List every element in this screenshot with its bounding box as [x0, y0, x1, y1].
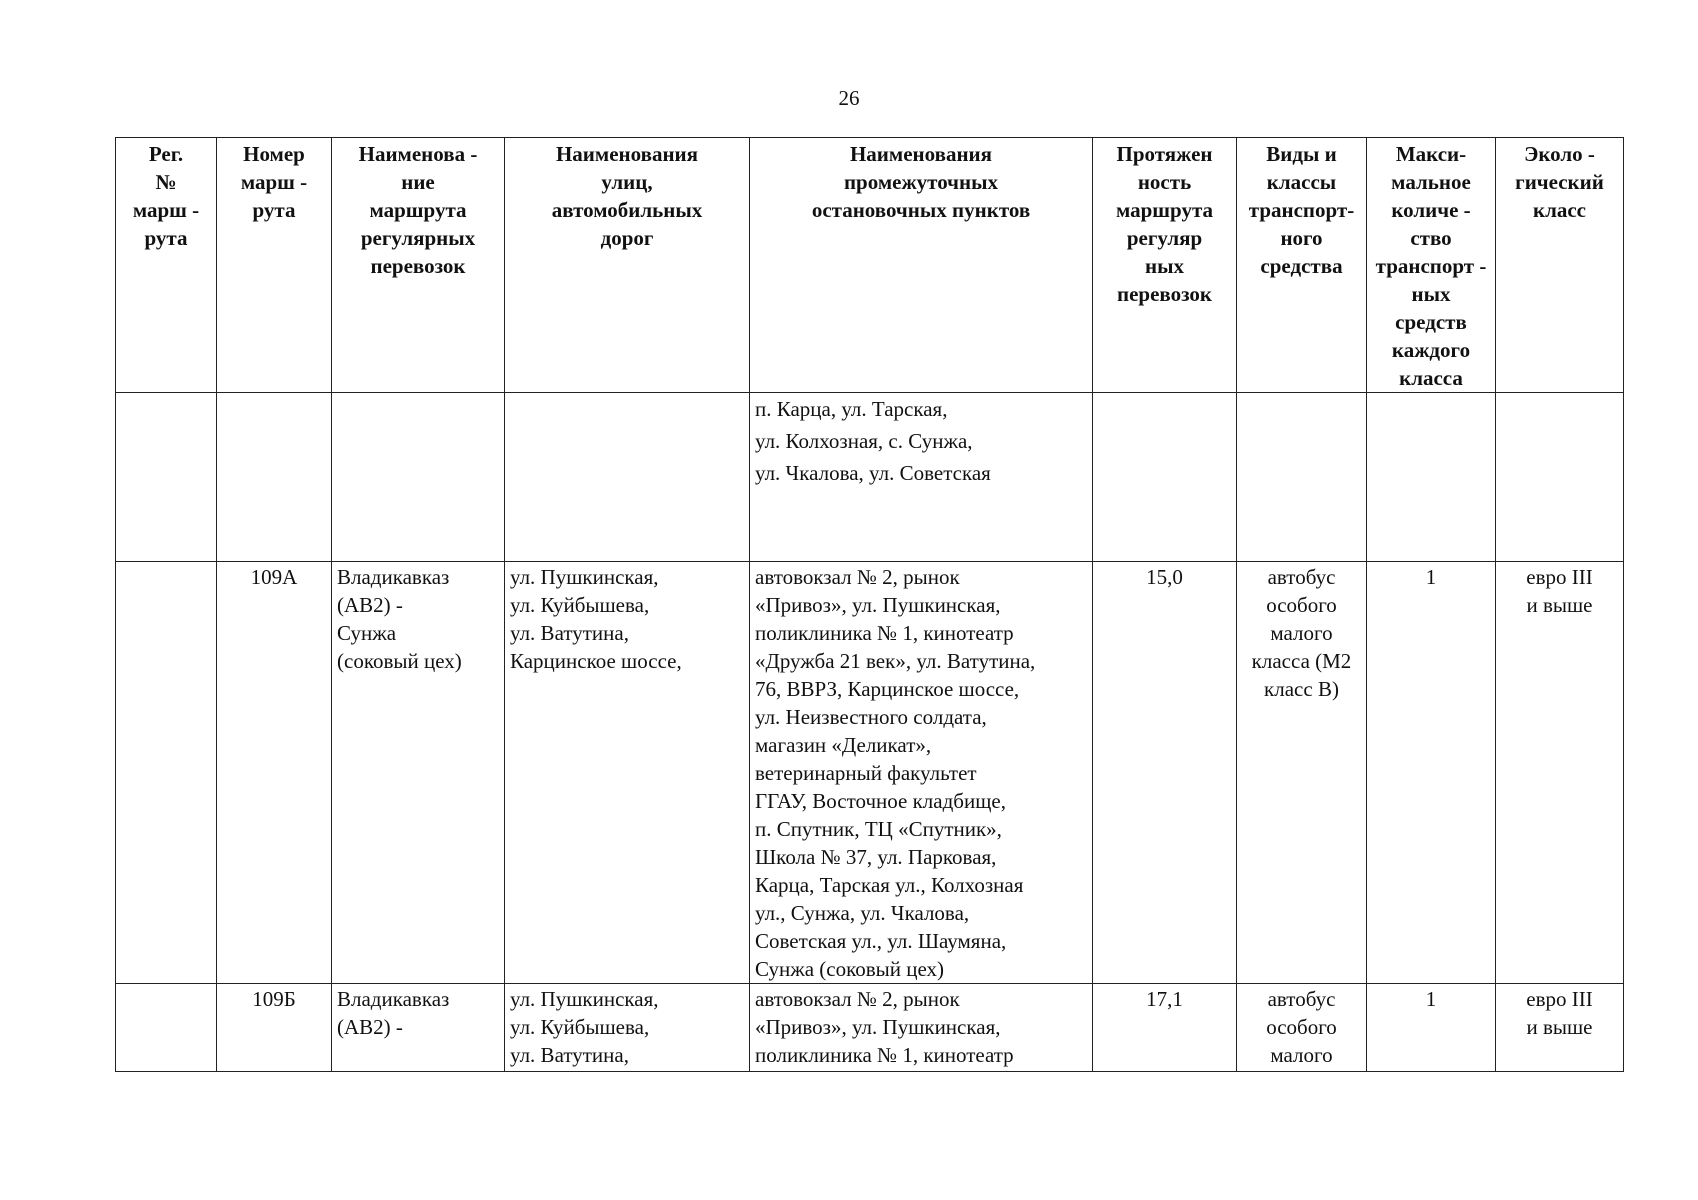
cell-route-number: 109А	[217, 562, 332, 984]
cell-reg-number	[116, 393, 217, 562]
cell-route-name	[332, 393, 505, 562]
header-route-number: Номер марш - рута	[217, 138, 332, 393]
cell-route-name: Владикавказ (АВ2) -	[332, 984, 505, 1072]
cell-max-vehicles	[1367, 393, 1496, 562]
cell-streets: ул. Пушкинская, ул. Куйбышева, ул. Ватутина,	[505, 984, 750, 1072]
cell-eco-class	[1496, 393, 1624, 562]
header-route-length: Протяжен ность маршрута регуляр ных перевозок	[1093, 138, 1237, 393]
table-row	[116, 984, 1624, 1072]
cell-eco-class: евро III и выше	[1496, 984, 1624, 1072]
routes-table	[115, 137, 1624, 1072]
cell-streets: ул. Пушкинская, ул. Куйбышева, ул. Ватутина, Карцинское шоссе,	[505, 562, 750, 984]
cell-route-name: Владикавказ (АВ2) - Сунжа (соковый цех)	[332, 562, 505, 984]
header-vehicle-class: Виды и классы транспорт- ного средства	[1237, 138, 1367, 393]
cell-stops: п. Карца, ул. Тарская, ул. Колхозная, с. Сунжа, ул. Чкалова, ул. Советская	[750, 393, 1093, 562]
cell-vehicle-class: автобус особого малого	[1237, 984, 1367, 1072]
cell-reg-number	[116, 562, 217, 984]
cell-max-vehicles: 1	[1367, 984, 1496, 1072]
header-stops: Наименования промежуточных остановочных пунктов	[750, 138, 1093, 393]
cell-eco-class: евро III и выше	[1496, 562, 1624, 984]
cell-vehicle-class	[1237, 393, 1367, 562]
cell-route-number	[217, 393, 332, 562]
table-row	[116, 562, 1624, 984]
cell-route-length	[1093, 393, 1237, 562]
header-reg-number: Рег. № марш - рута	[116, 138, 217, 393]
header-eco-class: Эколо - гический класс	[1496, 138, 1624, 393]
cell-stops: автовокзал № 2, рынок «Привоз», ул. Пушкинская, поликлиника № 1, кинотеатр «Дружба 21 век», ул. Ватутина, 76, ВВРЗ, Карцинское шоссе, ул. Неизвестного солдата, магазин «Деликат», ветеринарный факультет ГГАУ, Восточное кладбище, п. Спутник, ТЦ «Спутник», Школа № 37, ул. Парковая, Карца, Тарская ул., Колхозная ул., Сунжа, ул. Чкалова, Советская ул., ул. Шаумяна, Сунжа (соковый цех)	[750, 562, 1093, 984]
header-streets: Наименования улиц, автомобильных дорог	[505, 138, 750, 393]
table-header-row	[116, 138, 1624, 393]
table-row	[116, 393, 1624, 562]
header-route-name: Наименова - ние маршрута регулярных перевозок	[332, 138, 505, 393]
header-max-vehicles: Макси- мальное количе - ство транспорт - ных средств каждого класса	[1367, 138, 1496, 393]
cell-streets	[505, 393, 750, 562]
cell-route-length: 17,1	[1093, 984, 1237, 1072]
cell-max-vehicles: 1	[1367, 562, 1496, 984]
cell-reg-number	[116, 984, 217, 1072]
cell-route-number: 109Б	[217, 984, 332, 1072]
cell-stops: автовокзал № 2, рынок «Привоз», ул. Пушкинская, поликлиника № 1, кинотеатр	[750, 984, 1093, 1072]
cell-vehicle-class: автобус особого малого класса (М2 класс В)	[1237, 562, 1367, 984]
cell-route-length: 15,0	[1093, 562, 1237, 984]
page-number: 26	[838, 86, 860, 110]
